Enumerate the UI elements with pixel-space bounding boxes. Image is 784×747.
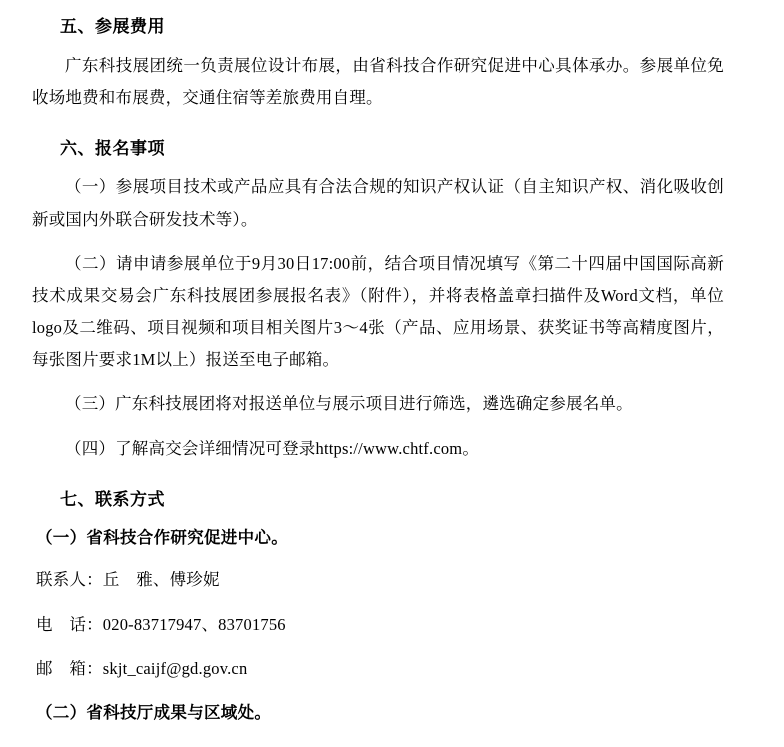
contact-email-line: 邮 箱：skjt_caijf@gd.gov.cn: [36, 658, 248, 678]
section-6-paragraph-1: （一）参展项目技术或产品应具有合法合规的知识产权认证（自主知识产权、消化吸收创新或国内外联合研发技术等）。: [32, 177, 724, 229]
section-heading-7: 七、联系方式: [60, 489, 165, 509]
section-heading-6: 六、报名事项: [60, 138, 165, 158]
section-5-paragraph-1: 广东科技展团统一负责展位设计布展，由省科技合作研究促进中心具体承办。参展单位免收场地费和布展费，交通住宿等差旅费用自理。: [32, 55, 724, 107]
section-heading-5: 五、参展费用: [60, 17, 165, 36]
contact-department-heading: （二）省科技厅成果与区域处。: [36, 703, 272, 722]
contact-phone-line: 电 话：020-83717947、83701756: [36, 614, 286, 634]
section-6-paragraph-2: （二）请申请参展单位于9月30日17:00前，结合项目情况填写《第二十四届中国国际高新技术成果交易会广东科技展团参展报名表》（附件），并将表格盖章扫描件及Word文档，单位logo及二维码、项目视频和项目相关图片3～4张（产品、应用场景、获奖证书等高精度图片，每张图片要求1M以上）报送至电子邮箱。: [32, 253, 724, 370]
contact-center-heading: （一）省科技合作研究促进中心。: [36, 529, 288, 548]
section-6-paragraph-3: （三）广东科技展团将对报送单位与展示项目进行筛选，遴选确定参展名单。: [65, 394, 633, 414]
contact-person-line: 联系人：丘 雅、傅珍妮: [36, 570, 220, 590]
section-6-paragraph-4: （四）了解高交会详细情况可登录https://www.chtf.com。: [65, 438, 480, 458]
